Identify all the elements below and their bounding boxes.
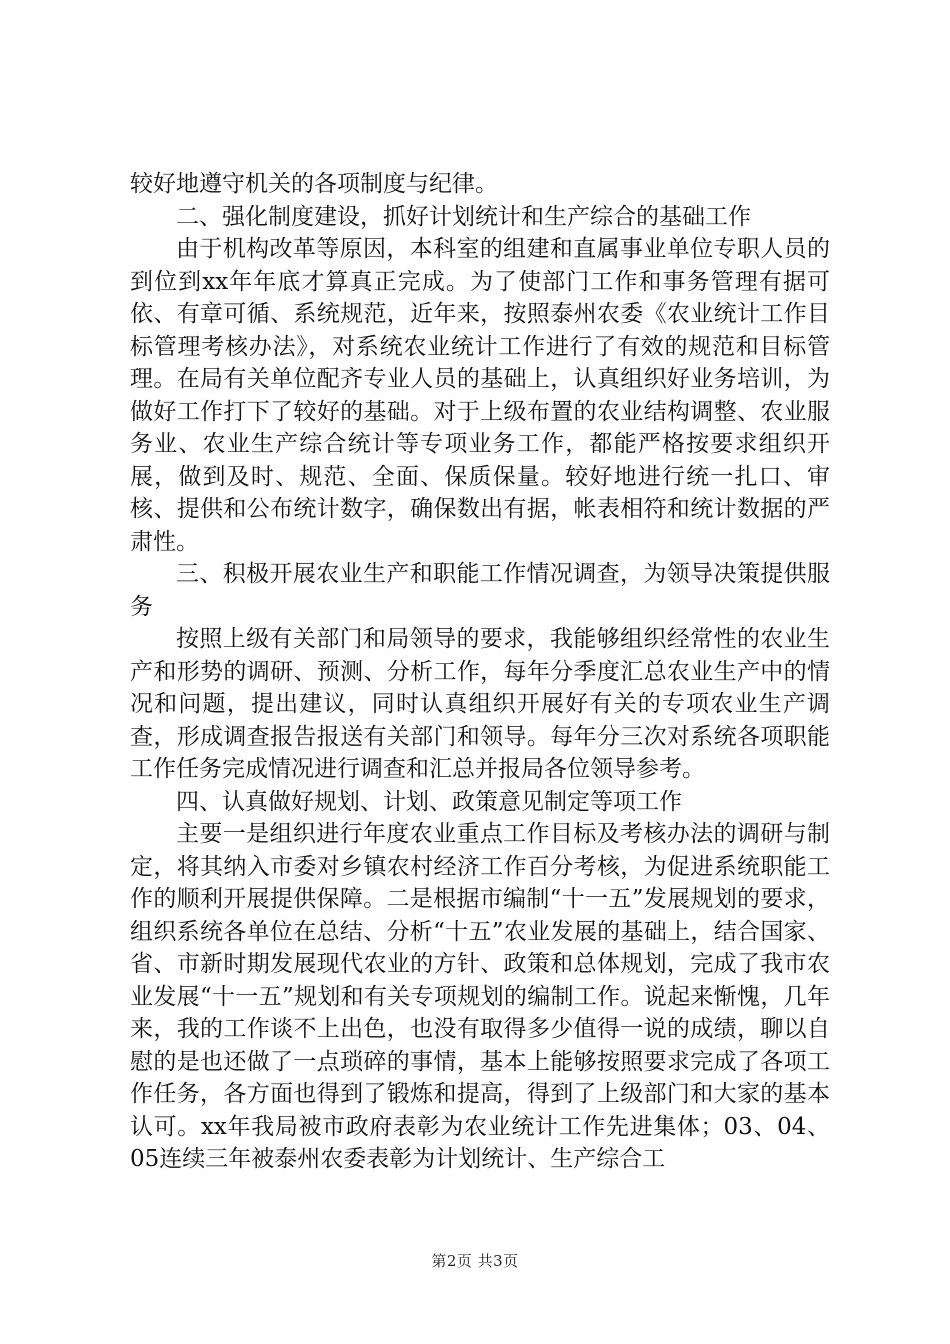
paragraph-survey-work: 按照上级有关部门和局领导的要求，我能够组织经常性的农业生产和形势的调研、预测、分析工作，每年分季度汇总农业生产中的情况和问题，提出建议，同时认真组织开展好有关的专项农业生产调查，形成调查报告报送有关部门和领导。每年分三次对系统各项职能工作任务完成情况进行调查和汇总并报局各位领导参考。: [130, 626, 830, 782]
page-number-footer: 第2页 共3页: [431, 1252, 519, 1270]
document-body: [130, 168, 830, 1176]
section-heading-3: 三、积极开展农业生产和职能工作情况调查，为领导决策提供服务: [130, 561, 830, 620]
paragraph-closing-line: 较好地遵守机关的各项制度与纪律。: [130, 171, 498, 197]
paragraph-planning-work: 主要一是组织进行年度农业重点工作目标及考核办法的调研与制定，将其纳入市委对乡镇农村经济工作百分考核，为促进系统职能工作的顺利开展提供保障。二是根据市编制“十一五”发展规划的要求，组织系统各单位在总结、分析“十五”农业发展的基础上，结合国家、省、市新时期发展现代农业的方针、政策和总体规划，完成了我市农业发展“十一五”规划和有关专项规划的编制工作。说起来惭愧，几年来，我的工作谈不上出色，也没有取得多少值得一说的成绩，聊以自慰的是也还做了一点琐碎的事情，基本上能够按照要求完成了各项工作任务，各方面也得到了锻炼和提高，得到了上级部门和大家的基本认可。xx年我局被市政府表彰为农业统计工作先进集体；03、04、05连续三年被泰州农委表彰为计划统计、生产综合工: [130, 821, 830, 1172]
section-heading-4: 四、认真做好规划、计划、政策意见制定等项工作: [176, 788, 682, 815]
section-heading-2: 二、强化制度建设，抓好计划统计和生产综合的基础工作: [176, 203, 751, 230]
paragraph-statistics-work: 由于机构改革等原因，本科室的组建和直属事业单位专职人员的到位到xx年年底才算真正完成。为了使部门工作和事务管理有据可依、有章可循、系统规范，近年来，按照泰州农委《农业统计工作目标管理考核办法》，对系统农业统计工作进行了有效的规范和目标管理。在局有关单位配齐专业人员的基础上，认真组织好业务培训，为做好工作打下了较好的基础。对于上级布置的农业结构调整、农业服务业、农业生产综合统计等专项业务工作，都能严格按要求组织开展，做到及时、规范、全面、保质保量。较好地进行统一扎口、审核、提供和公布统计数字，确保数出有据，帐表相符和统计数据的严肃性。: [130, 236, 830, 555]
